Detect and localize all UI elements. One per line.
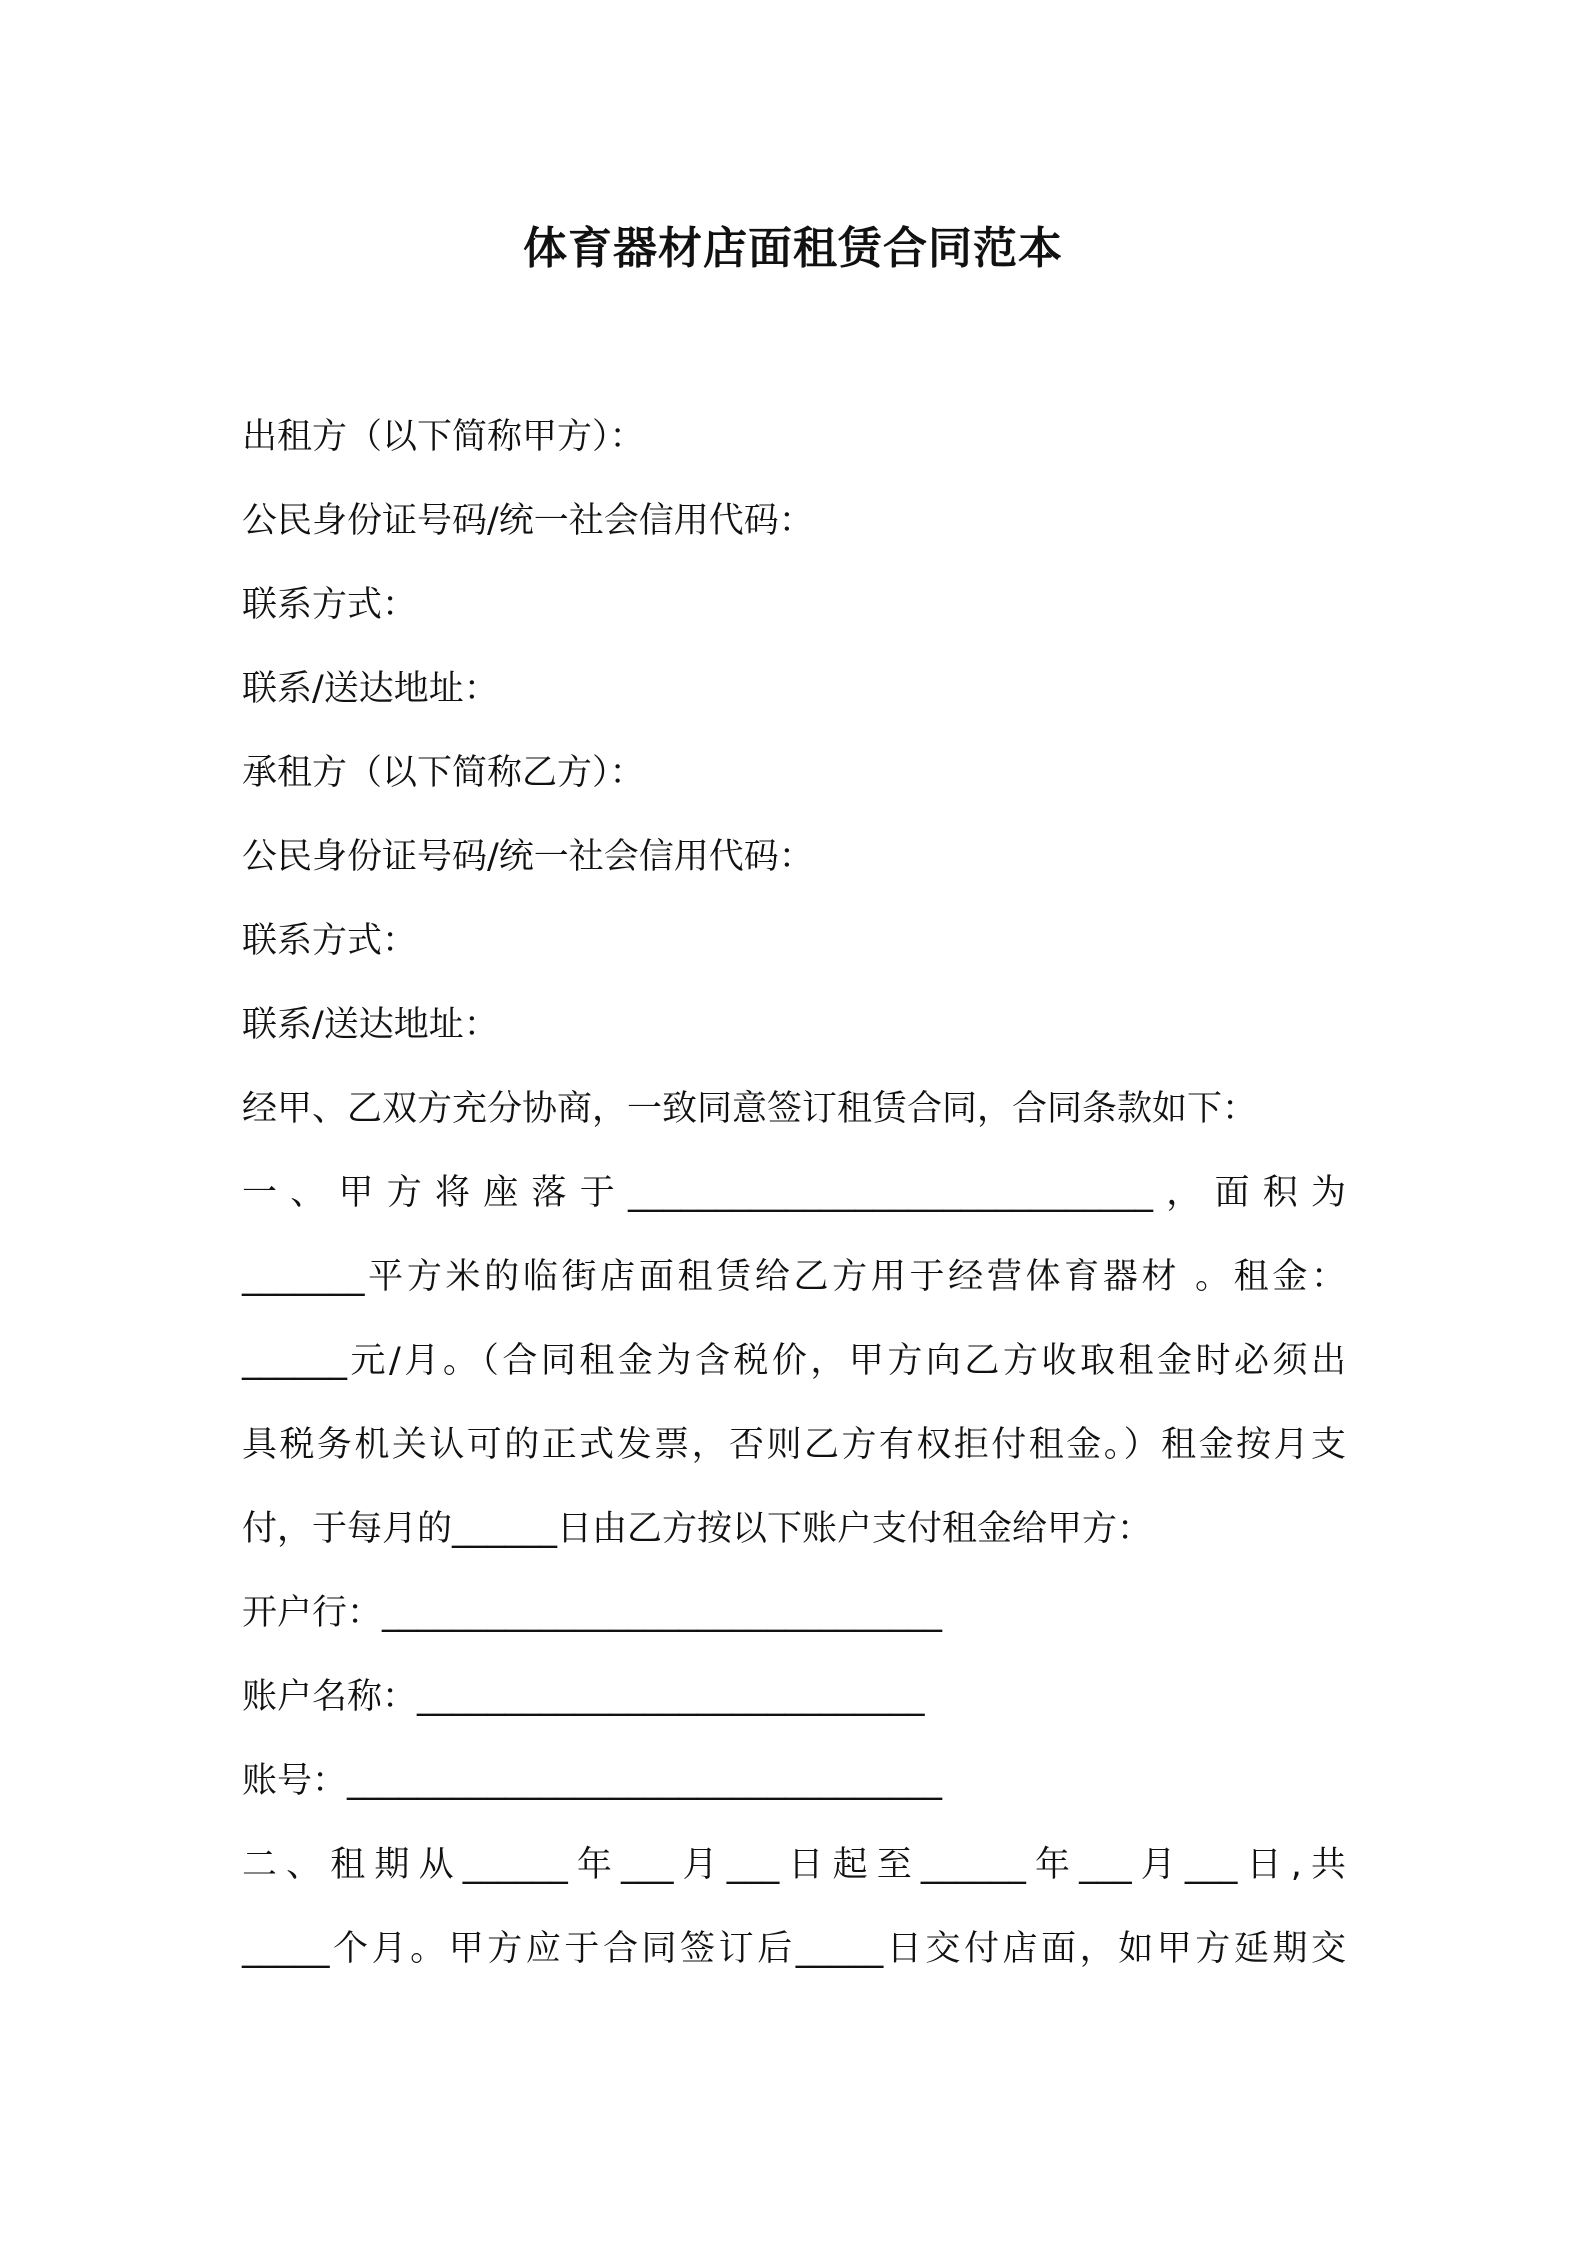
clause-2-line-1: 二、租期从______年___月___日起至______年___月___日,共: [242, 1845, 1346, 1885]
account-number-line: 账号：__________________________________: [242, 1761, 943, 1801]
lessee-line: 承租方（以下简称乙方）：: [242, 753, 645, 793]
clause-1-line-4: 具税务机关认可的正式发票，否则乙方有权拒付租金。）租金按月支: [242, 1425, 1346, 1465]
lessor-line: 出租方（以下简称甲方）：: [242, 417, 645, 457]
lessee-id-line: 公民身份证号码/统一社会信用代码：: [242, 837, 814, 877]
lessor-address-line: 联系/送达地址：: [242, 669, 499, 709]
lessor-contact-line: 联系方式：: [242, 585, 418, 625]
clause-1-line-3: ______元/月。（合同租金为含税价，甲方向乙方收取租金时必须出: [242, 1341, 1346, 1381]
document-title: 体育器材店面租赁合同范本: [523, 223, 1063, 274]
bank-line: 开户行：________________________________: [242, 1593, 943, 1633]
agreement-intro-line: 经甲、乙双方充分协商，一致同意签订租赁合同，合同条款如下：: [242, 1089, 1258, 1129]
clause-1-line-1: 一、甲方将座落于______________________________，面积为: [242, 1173, 1346, 1213]
clause-1-line-5: 付，于每月的______日由乙方按以下账户支付租金给甲方：: [242, 1509, 1153, 1549]
clause-1-line-2: _______平方米的临街店面租赁给乙方用于经营体育器材 。租金：: [242, 1257, 1346, 1297]
lessee-contact-line: 联系方式：: [242, 921, 418, 961]
lessee-address-line: 联系/送达地址：: [242, 1005, 499, 1045]
clause-2-line-2: _____个月。甲方应于合同签订后_____日交付店面，如甲方延期交: [242, 1929, 1346, 1969]
account-name-line: 账户名称：_____________________________: [242, 1677, 925, 1717]
lessor-id-line: 公民身份证号码/统一社会信用代码：: [242, 501, 814, 541]
